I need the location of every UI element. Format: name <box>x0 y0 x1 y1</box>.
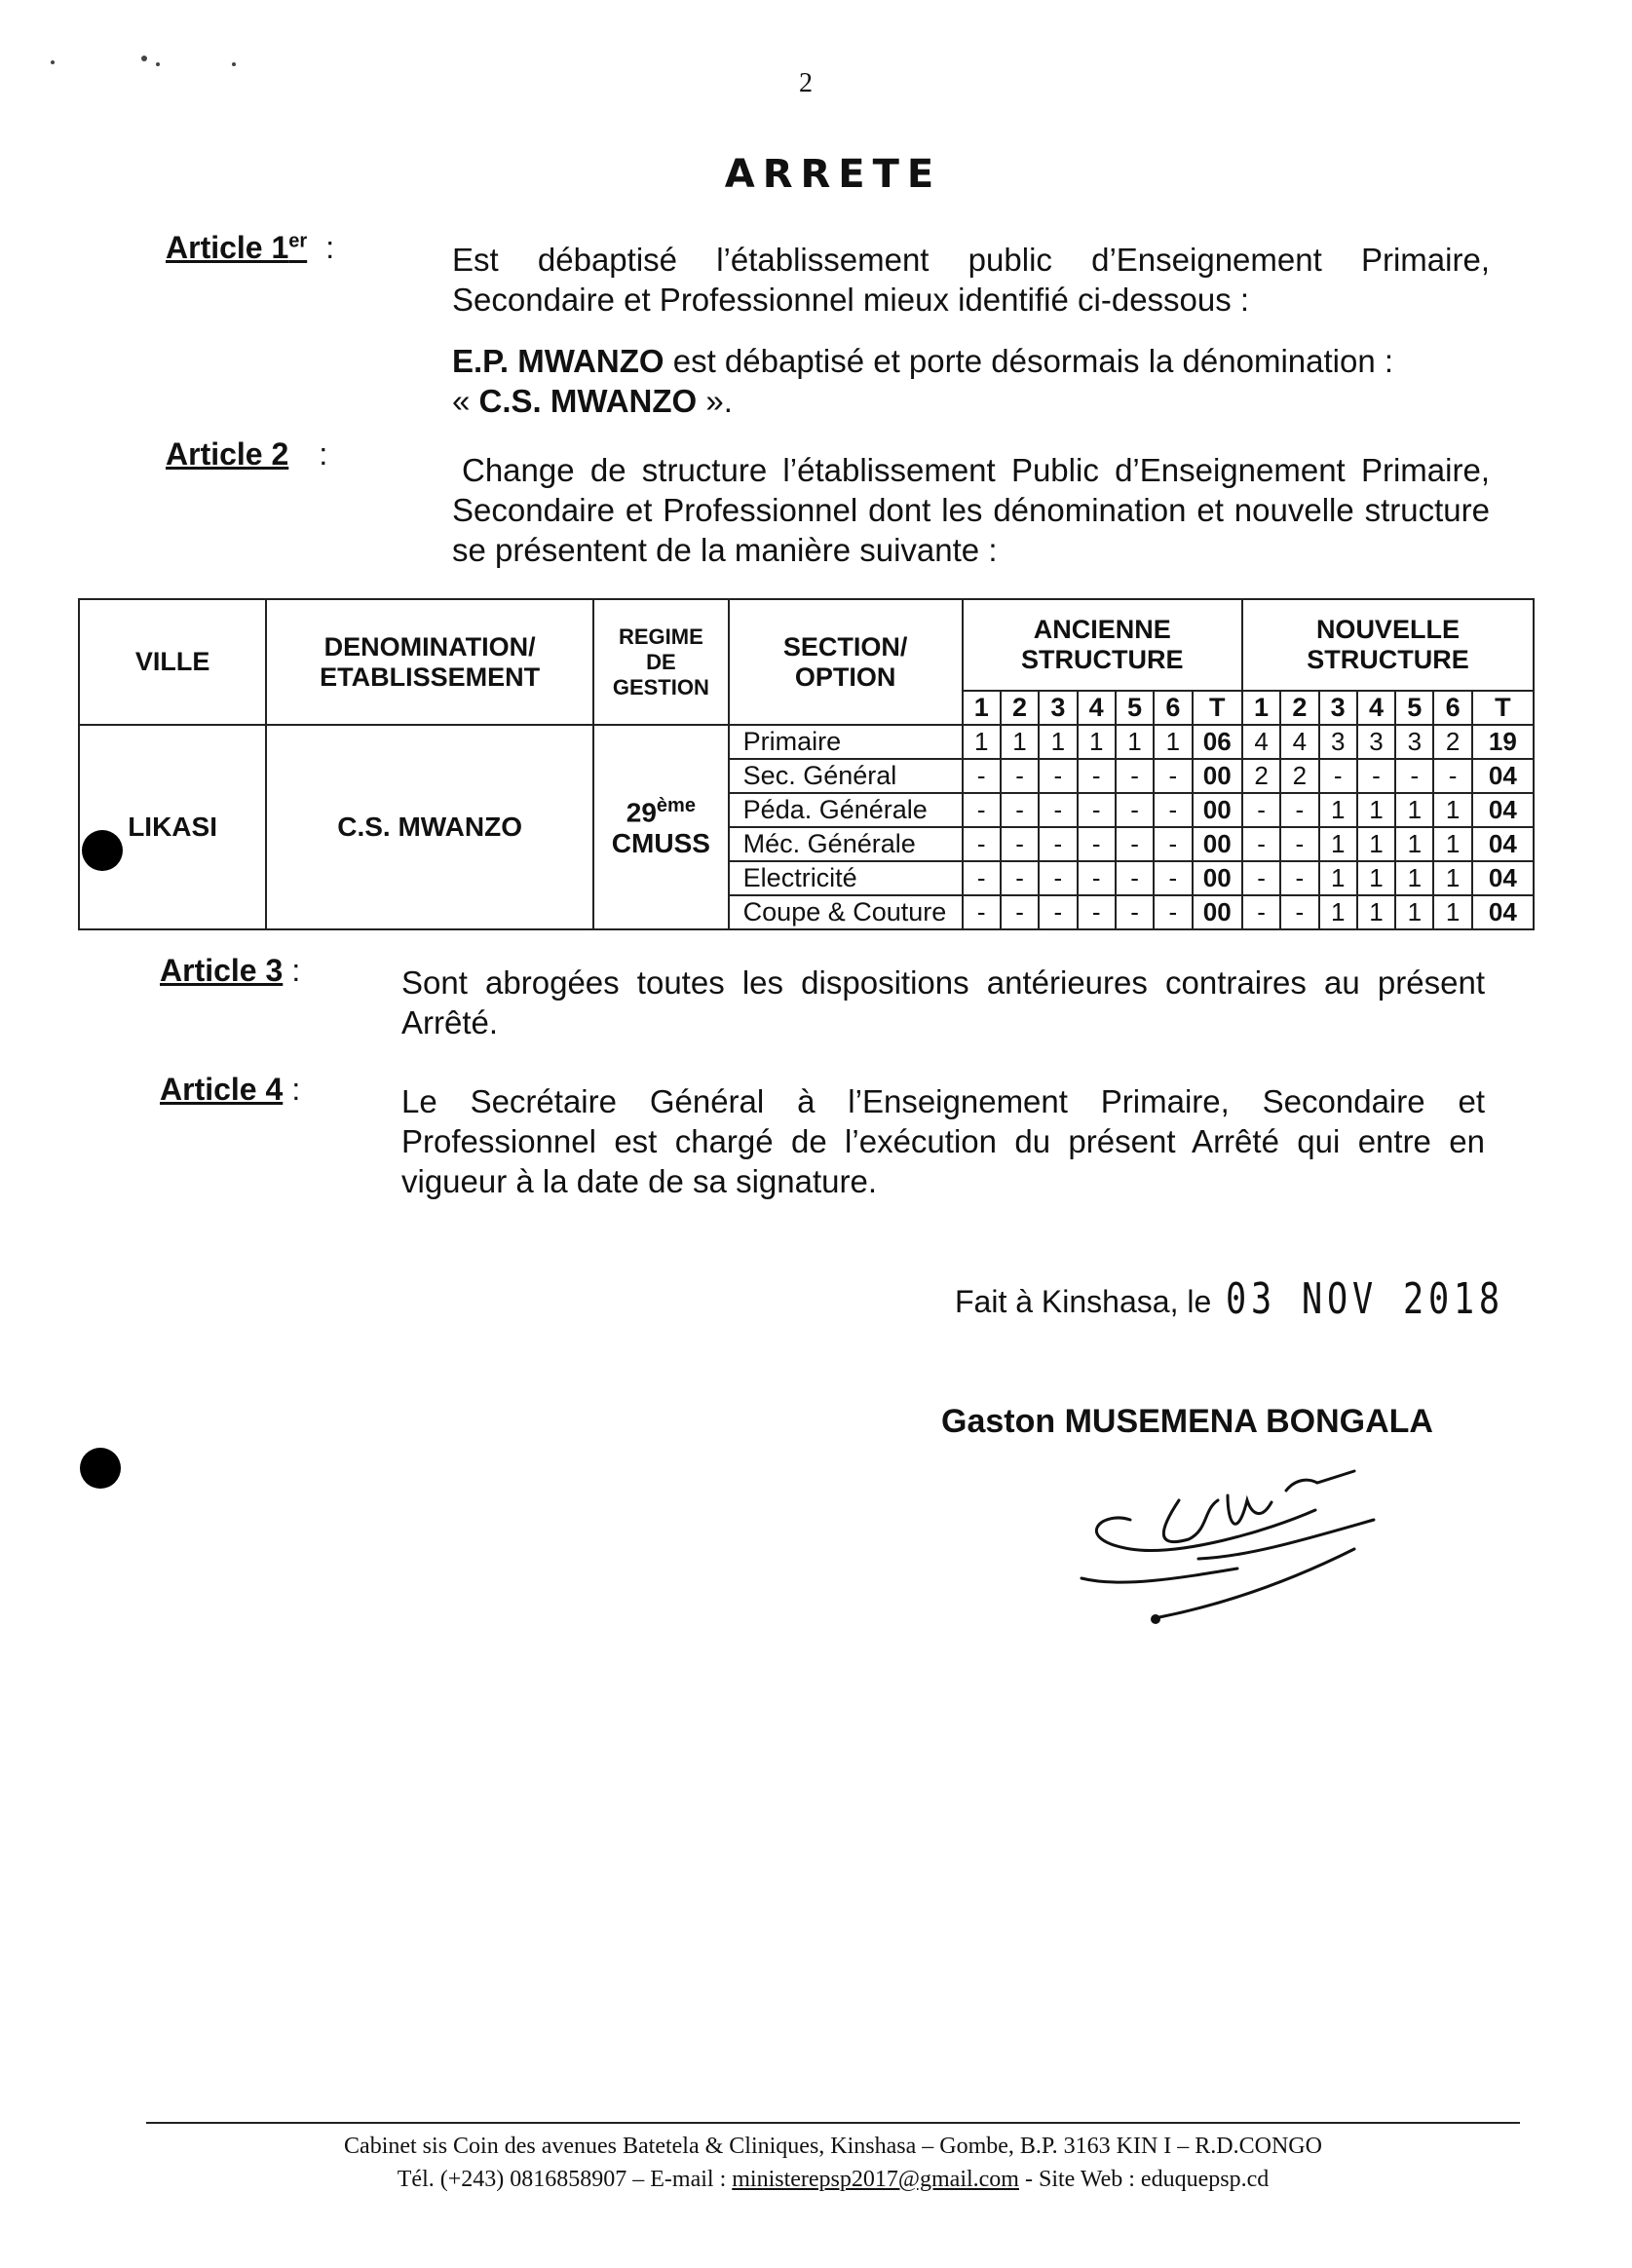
article-4-line: vigueur à la date de sa signature. <box>401 1163 877 1199</box>
page-number: 2 <box>799 68 813 98</box>
scan-marks <box>49 51 244 74</box>
cell-count: - <box>1001 827 1039 861</box>
header-denomination: DENOMINATION/ ETABLISSEMENT <box>266 599 593 725</box>
column-number: 5 <box>1116 691 1154 725</box>
cell-count: - <box>1433 759 1471 793</box>
cell-option: Péda. Générale <box>729 793 963 827</box>
cell-count: - <box>1280 793 1318 827</box>
cell-count: - <box>1395 759 1433 793</box>
table-row <box>79 725 1534 759</box>
header-ville: VILLE <box>79 599 266 725</box>
header-ancienne: ANCIENNE STRUCTURE <box>963 599 1242 691</box>
cell-count: - <box>1116 793 1154 827</box>
article-3-line: Sont abrogées toutes les dispositions antérieures contraires au présent <box>401 964 1485 1001</box>
header-nouvelle: NOUVELLE STRUCTURE <box>1242 599 1534 691</box>
article-4-line: Le Secrétaire Général à l’Enseignement Primaire, Secondaire et <box>401 1083 1485 1119</box>
article-1-text <box>452 240 1490 320</box>
cell-option: Sec. Général <box>729 759 963 793</box>
cell-count: - <box>1078 861 1116 895</box>
cell-count: 1 <box>1357 861 1395 895</box>
article-2-line: Secondaire et Professionnel dont les dénomination et nouvelle structure <box>452 492 1490 528</box>
cell-count: 2 <box>1433 725 1471 759</box>
cell-count: - <box>1001 759 1039 793</box>
cell-count: - <box>1154 827 1192 861</box>
punch-hole <box>80 1448 121 1489</box>
column-number: 5 <box>1395 691 1433 725</box>
article-1-line: Secondaire et Professionnel mieux identifié ci-dessous : <box>452 282 1250 318</box>
cell-count: - <box>1001 895 1039 929</box>
cell-count: - <box>1242 895 1280 929</box>
cell-count: - <box>1039 827 1077 861</box>
article-2-label: Article 2 <box>166 436 289 472</box>
cell-count: 1 <box>1001 725 1039 759</box>
cell-option: Coupe & Couture <box>729 895 963 929</box>
cell-total: 04 <box>1472 759 1534 793</box>
cell-count: 1 <box>1433 895 1471 929</box>
article-2-text <box>452 450 1490 570</box>
cell-total: 04 <box>1472 827 1534 861</box>
cell-total: 00 <box>1193 861 1242 895</box>
cell-count: 1 <box>1433 793 1471 827</box>
cell-count: - <box>1280 861 1318 895</box>
signer-name: Gaston MUSEMENA BONGALA <box>941 1403 1433 1440</box>
cell-count: 1 <box>963 725 1001 759</box>
cell-count: - <box>963 793 1001 827</box>
stamp-date: 03 NOV 2018 <box>1226 1274 1504 1324</box>
article-3-text <box>401 963 1485 1042</box>
handwritten-signature <box>1062 1442 1432 1656</box>
cell-count: 1 <box>1078 725 1116 759</box>
article-1-label-wrap <box>166 230 334 266</box>
article-4-line: Professionnel est chargé de l’exécution du présent Arrêté qui entre en <box>401 1123 1485 1159</box>
cell-total: 00 <box>1193 793 1242 827</box>
column-number: 6 <box>1154 691 1192 725</box>
article-3-line: Arrêté. <box>401 1004 499 1040</box>
punch-hole <box>82 830 123 871</box>
cell-count: 1 <box>1357 827 1395 861</box>
cell-count: 2 <box>1242 759 1280 793</box>
cell-option: Méc. Générale <box>729 827 963 861</box>
cell-count: 4 <box>1280 725 1318 759</box>
cell-count: - <box>1078 895 1116 929</box>
cell-count: 1 <box>1319 827 1357 861</box>
cell-count: - <box>963 895 1001 929</box>
structure-table <box>78 598 1535 930</box>
cell-count: 1 <box>1039 725 1077 759</box>
cell-count: - <box>1039 895 1077 929</box>
article-4-label-wrap: Article 4 : <box>160 1072 301 1107</box>
cell-count: - <box>1242 861 1280 895</box>
cell-count: - <box>1116 759 1154 793</box>
document-title: ARRETE <box>724 152 942 197</box>
cell-option: Primaire <box>729 725 963 759</box>
cell-count: - <box>1154 861 1192 895</box>
rename-text: est débaptisé et porte désormais la dénomination : <box>664 343 1394 379</box>
article-3-label-wrap: Article 3 : <box>160 953 301 988</box>
cell-count: 3 <box>1395 725 1433 759</box>
cell-count: - <box>1154 793 1192 827</box>
footer-email: ministerepsp2017@gmail.com <box>732 2167 1019 2192</box>
cell-count: - <box>1039 793 1077 827</box>
cell-count: 1 <box>1357 895 1395 929</box>
cell-count: 1 <box>1433 861 1471 895</box>
cell-count: 1 <box>1154 725 1192 759</box>
article-2-line: Change de structure l’établissement Public d’Enseignement Primaire, <box>462 452 1490 488</box>
place-date: Fait à Kinshasa, le <box>955 1284 1212 1319</box>
cell-count: - <box>1078 827 1116 861</box>
cell-count: - <box>963 827 1001 861</box>
article-3-label: Article 3 <box>160 953 284 988</box>
cell-count: 3 <box>1319 725 1357 759</box>
cell-count: 1 <box>1319 861 1357 895</box>
column-number: T <box>1472 691 1534 725</box>
cell-count: - <box>1001 793 1039 827</box>
article-4-label: Article 4 <box>160 1072 284 1107</box>
column-number: T <box>1193 691 1242 725</box>
column-number: 1 <box>1242 691 1280 725</box>
cell-total: 00 <box>1193 759 1242 793</box>
cell-count: - <box>963 861 1001 895</box>
cell-count: - <box>1280 895 1318 929</box>
cell-count: - <box>1319 759 1357 793</box>
cell-count: 1 <box>1395 861 1433 895</box>
cell-denomination: C.S. MWANZO <box>266 725 593 929</box>
cell-count: - <box>1116 895 1154 929</box>
cell-count: 1 <box>1116 725 1154 759</box>
cell-count: - <box>1280 827 1318 861</box>
column-number: 4 <box>1357 691 1395 725</box>
header-regime: REGIME DE GESTION <box>593 599 729 725</box>
article-1-label: Article 1er <box>166 230 308 265</box>
column-number: 2 <box>1001 691 1039 725</box>
cell-total: 00 <box>1193 895 1242 929</box>
cell-count: - <box>963 759 1001 793</box>
article-1-colon: : <box>325 230 335 265</box>
column-number: 6 <box>1433 691 1471 725</box>
old-school-name: E.P. MWANZO <box>452 343 664 379</box>
cell-count: - <box>1154 895 1192 929</box>
footer-rule <box>146 2122 1520 2124</box>
article-1-rename: E.P. MWANZO est débaptisé et porte désormais la dénomination : « C.S. MWANZO ». <box>452 343 1394 419</box>
cell-count: - <box>1357 759 1395 793</box>
cell-count: - <box>1116 827 1154 861</box>
new-school-name: C.S. MWANZO <box>478 383 698 419</box>
cell-count: - <box>1242 827 1280 861</box>
cell-count: - <box>1116 861 1154 895</box>
cell-count: - <box>1039 861 1077 895</box>
cell-count: - <box>1154 759 1192 793</box>
cell-option: Electricité <box>729 861 963 895</box>
column-number: 3 <box>1319 691 1357 725</box>
cell-total: 00 <box>1193 827 1242 861</box>
cell-total: 04 <box>1472 861 1534 895</box>
cell-count: 3 <box>1357 725 1395 759</box>
cell-count: 2 <box>1280 759 1318 793</box>
column-number: 3 <box>1039 691 1077 725</box>
cell-count: - <box>1078 759 1116 793</box>
footer-address: Cabinet sis Coin des avenues Batetela & Cliniques, Kinshasa – Gombe, B.P. 3163 KIN I – R.D.CONGO <box>344 2134 1322 2159</box>
column-number: 4 <box>1078 691 1116 725</box>
cell-count: - <box>1242 793 1280 827</box>
cell-count: 1 <box>1319 895 1357 929</box>
cell-count: 1 <box>1433 827 1471 861</box>
cell-regime: 29ème CMUSS <box>593 725 729 929</box>
article-2-line: se présentent de la manière suivante : <box>452 532 998 568</box>
cell-count: 1 <box>1395 793 1433 827</box>
article-2-label-wrap: Article 2 : <box>166 436 328 472</box>
cell-total: 19 <box>1472 725 1534 759</box>
cell-count: 1 <box>1357 793 1395 827</box>
cell-count: 1 <box>1395 827 1433 861</box>
cell-count: 1 <box>1319 793 1357 827</box>
article-1-line: Est débaptisé l’établissement public d’Enseignement Primaire, <box>452 242 1490 278</box>
cell-count: 1 <box>1395 895 1433 929</box>
cell-count: - <box>1001 861 1039 895</box>
article-4-text <box>401 1081 1485 1201</box>
column-number: 1 <box>963 691 1001 725</box>
cell-count: 4 <box>1242 725 1280 759</box>
footer <box>0 2130 1632 2196</box>
cell-total: 04 <box>1472 895 1534 929</box>
column-number: 2 <box>1280 691 1318 725</box>
header-section: SECTION/ OPTION <box>729 599 963 725</box>
cell-count: - <box>1078 793 1116 827</box>
cell-total: 04 <box>1472 793 1534 827</box>
cell-total: 06 <box>1193 725 1242 759</box>
cell-ville: LIKASI <box>79 725 266 929</box>
cell-count: - <box>1039 759 1077 793</box>
footer-contact: Tél. (+243) 0816858907 – E-mail : ministerepsp2017@gmail.com - Site Web : eduquepsp.cd <box>397 2167 1270 2192</box>
